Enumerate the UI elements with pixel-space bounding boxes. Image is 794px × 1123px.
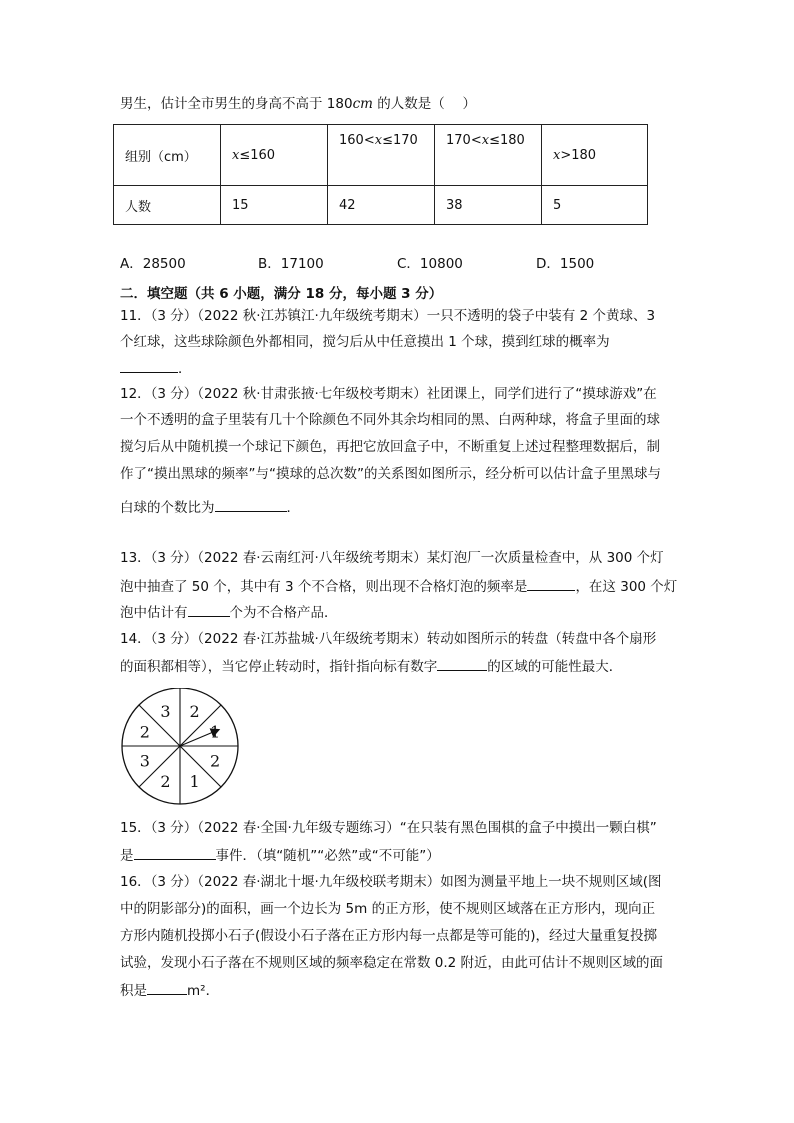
answer-blank[interactable] <box>215 497 287 512</box>
q16-line3: 方形内随机投掷小石子(假设小石子落在正方形内每一点都是等可能的)，经过大量重复投掷 <box>120 928 658 944</box>
spinner-figure <box>120 688 244 812</box>
answer-blank[interactable] <box>527 576 575 591</box>
q12-line1: 12．（3 分）（2022 秋·甘肃张掖·七年级校考期末）社团课上，同学们进行了“摸球游戏”在 <box>120 386 657 402</box>
q12-line5: 白球的个数比为 ． <box>120 497 300 518</box>
sector-label: 1 <box>189 772 200 792</box>
q13-line3: 泡中估计有 个为不合格产品． <box>120 602 338 623</box>
answer-blank[interactable] <box>134 845 216 860</box>
q12-line4: 作了“摸出黑球的频率”与“摸球的总次数”的关系图如图所示，经分析可以估计盒子里黑球与 <box>120 466 661 482</box>
q14-line1: 14．（3 分）（2022 春·江苏盐城·八年级统考期末）转动如图所示的转盘（转盘中各个扇形 <box>120 631 657 647</box>
option-a: A．28500 <box>120 256 186 272</box>
sector-label: 3 <box>160 701 171 721</box>
sector-label: 2 <box>160 772 171 792</box>
q16-line2: 中的阴影部分)的面积，画一个边长为 5m 的正方形，使不规则区域落在正方形内，现向正 <box>120 901 656 917</box>
sector-label: 1 <box>210 722 221 742</box>
height-table <box>113 124 648 225</box>
table-cell: x≤160 <box>221 125 328 186</box>
q11-line2: 个红球，这些球除颜色外都相同，搅匀后从中任意摸出 1 个球，摸到红球的概率为 <box>120 334 610 350</box>
q14-line2: 的面积都相等），当它停止转动时，指针指向标有数字 的区域的可能性最大． <box>120 656 622 677</box>
table-cell: 160<x≤170 <box>328 125 435 186</box>
table-row <box>114 125 648 186</box>
option-b: B．17100 <box>258 256 324 272</box>
section-title: 二．填空题（共 6 小题，满分 18 分，每小题 3 分） <box>120 286 443 302</box>
table-cell: 5 <box>542 186 648 225</box>
sector-label: 2 <box>139 722 150 742</box>
table-cell: 组别（cm） <box>114 125 221 186</box>
q12-line2: 一个不透明的盒子里装有几十个除颜色不同外其余均相同的黑、白两种球，将盒子里面的球 <box>120 412 660 428</box>
q11-line3: ． <box>120 358 192 379</box>
q16-line5: 积是 m²． <box>120 980 219 1001</box>
q16-line4: 试验，发现小石子落在不规则区域的频率稳定在常数 0.2 附近，由此可估计不规则区域的面 <box>120 955 664 971</box>
sector-label: 3 <box>139 751 150 771</box>
table-cell: 38 <box>435 186 542 225</box>
q10-stem: 男生，估计全市男生的身高不高于 180cm 的人数是（ ） <box>120 96 477 112</box>
table-cell: 170<x≤180 <box>435 125 542 186</box>
table-cell: 人数 <box>114 186 221 225</box>
q13-line2: 泡中抽查了 50 个，其中有 3 个不合格，则出现不合格灯泡的频率是 ，在这 300 个灯 <box>120 576 677 597</box>
q13-line1: 13．（3 分）（2022 春·云南红河·八年级统考期末）某灯泡厂一次质量检查中，从 300 个灯 <box>120 550 664 566</box>
q11-line1: 11．（3 分）（2022 秋·江苏镇江·九年级统考期末）一只不透明的袋子中装有 2 个黄球、3 <box>120 308 656 324</box>
table-row <box>114 186 648 225</box>
answer-blank[interactable] <box>437 656 487 671</box>
option-d: D．1500 <box>536 256 595 272</box>
answer-blank[interactable] <box>120 358 178 373</box>
sector-label: 2 <box>189 701 200 721</box>
q15-line2: 是 事件．（填“随机”“必然”或“不可能”） <box>120 845 440 866</box>
q16-line1: 16．（3 分）（2022 春·湖北十堰·九年级校联考期末）如图为测量平地上一块不规则区域(图 <box>120 874 662 890</box>
q12-line3: 搅匀后从中随机摸一个球记下颜色，再把它放回盒子中，不断重复上述过程整理数据后，制 <box>120 439 660 455</box>
table-cell: 15 <box>221 186 328 225</box>
sector-label: 2 <box>210 751 221 771</box>
answer-blank[interactable] <box>147 980 187 995</box>
table-cell: 42 <box>328 186 435 225</box>
table-cell: x>180 <box>542 125 648 186</box>
option-c: C．10800 <box>397 256 463 272</box>
q15-line1: 15．（3 分）（2022 春·全国·九年级专题练习）“在只装有黑色围棋的盒子中摸出一颗白棋” <box>120 820 657 836</box>
answer-blank[interactable] <box>188 602 230 617</box>
